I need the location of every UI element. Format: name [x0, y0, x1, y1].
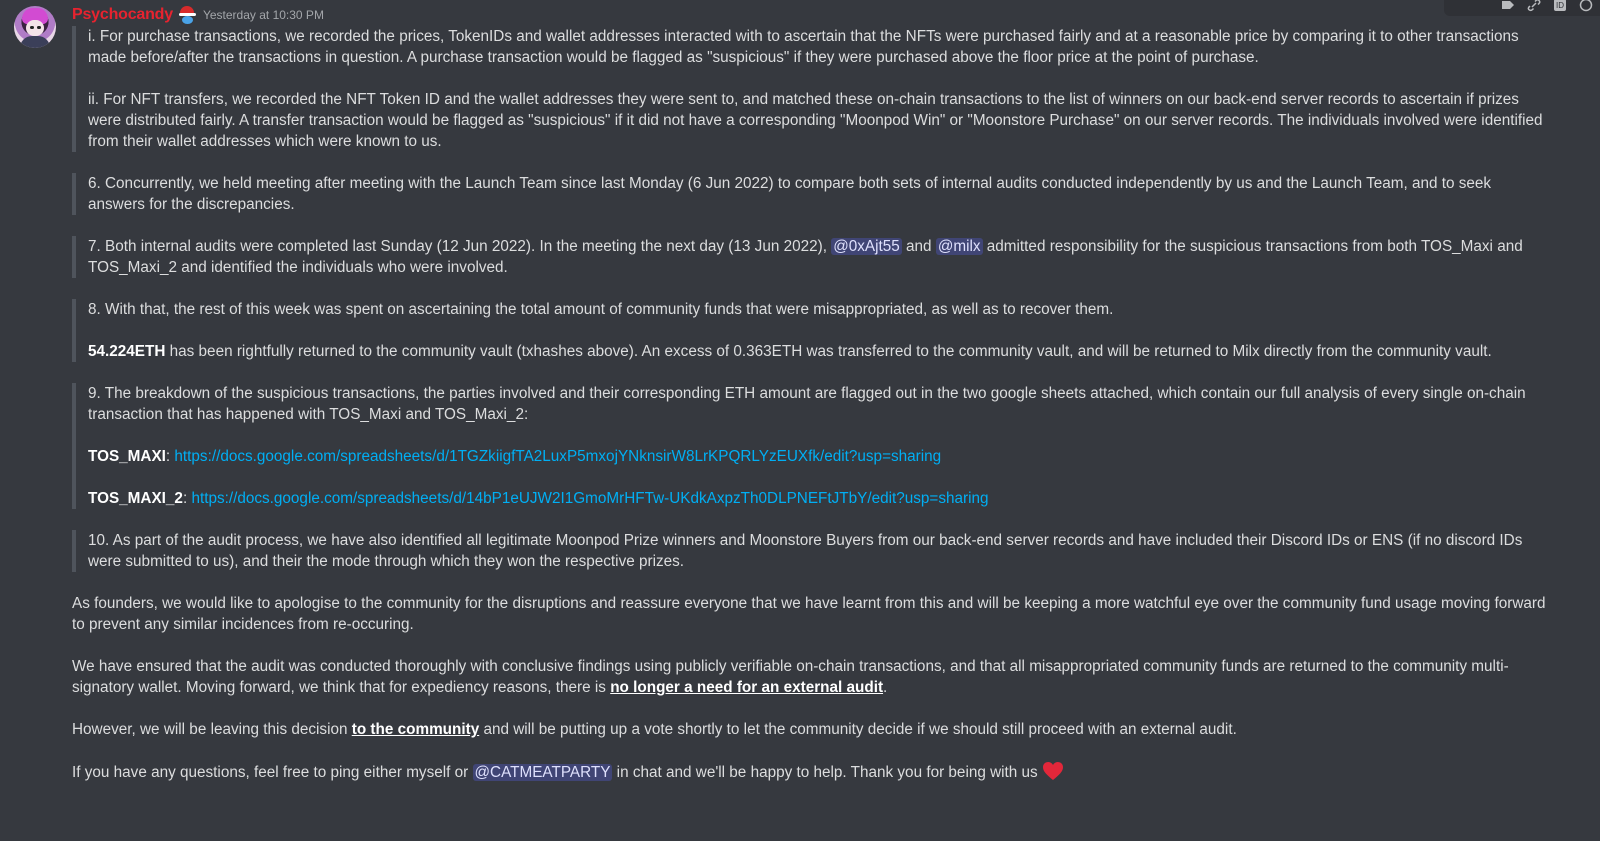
paragraph: 6. Concurrently, we held meeting after meeting with the Launch Team since last Monday (6 Jun 2022) to compare both sets of internal audits conducted independently by us and the Launch Team, and to seek answers for the discrepancies. [88, 175, 1492, 213]
text: : [182, 490, 192, 507]
user-mention[interactable]: @0xAjt55 [833, 238, 900, 255]
text: However, we will be leaving this decision [72, 721, 352, 738]
paragraph: ii. For NFT transfers, we recorded the NFT Token ID and the wallet addresses they were sent to, and matched these on-chain transactions to the list of winners on our back-end server records to ascertain if prizes were distributed fairly. A transfer transaction would be flagged as "suspicious" if it did not have a corresponding "Moonpod Win" or "Moonstore Purchase" on our server records. The individuals involved were identified from their wallet addresses which were known to us. [88, 91, 1543, 150]
role-icon[interactable] [179, 6, 197, 24]
bold-amount: 54.224ETH [88, 343, 166, 360]
message-header [72, 5, 324, 25]
svg-text:ID: ID [1556, 1, 1564, 10]
link-icon[interactable] [1526, 0, 1542, 12]
text: and will be putting up a vote shortly to let the community decide if we should still proceed with an external audit. [479, 721, 1237, 738]
paragraph: As founders, we would like to apologise to the community for the disruptions and reassure everyone that we have learnt from this and will be keeping a more watchful eye over the community fund usage moving forward to prevent any similar incidences from re-occuring. [72, 595, 1546, 633]
text: . [883, 679, 888, 696]
reaction-icon[interactable] [1500, 0, 1516, 12]
text: admitted responsibility for the suspicious transactions from both TOS_Maxi and TOS_Maxi_2 and identified the individuals who were involved. [88, 238, 1523, 276]
paragraph: 9. The breakdown of the suspicious transactions, the parties involved and their corresponding ETH amount are flagged out in the two google sheets attached, which contain our full analysis of every single on-chain transaction that has happened with TOS_Maxi and TOS_Maxi_2: [88, 385, 1526, 423]
timestamp[interactable]: Yesterday at 10:30 PM [202, 8, 324, 22]
paragraph [88, 488, 1552, 509]
sheet-link[interactable]: https://docs.google.com/spreadsheets/d/1TGZkiigfTA2LuxP5mxojYNknsirW8LrKPQRLYzEUXfk/edit?usp=sharing [174, 448, 942, 465]
paragraph [72, 719, 1552, 740]
username[interactable]: Psychocandy [72, 6, 173, 23]
paragraph [88, 446, 1552, 467]
bold-underline-text: to the community [351, 721, 480, 738]
paragraph: 8. With that, the rest of this week was spent on ascertaining the total amount of community funds that were misappropriated, as well as to recover them. [88, 301, 1114, 318]
text: has been rightfully returned to the community vault (txhashes above). An excess of 0.363ETH was transferred to the community vault, and will be returned to Milx directly from the community vault. [165, 343, 1492, 360]
text: and [901, 238, 936, 255]
user-mention[interactable]: @milx [937, 238, 981, 255]
user-mention[interactable]: @CATMEATPARTY [474, 764, 611, 781]
message-content [72, 26, 1552, 804]
avatar-face [26, 20, 44, 36]
paragraph: 10. As part of the audit process, we have also identified all legitimate Moonpod Prize winners and Moonstore Buyers from our back-end server records and have included their Discord IDs or ENS (if no discord IDs were submitted to us), and their the mode through which they won the respective prizes. [88, 532, 1523, 570]
sheet-link[interactable]: https://docs.google.com/spreadsheets/d/14bP1eUJW2I1GmoMrHFTw-UKdkAxpzTh0DLPNEFtJTbY/edit?usp=sharing [191, 490, 989, 507]
role-icon-ball [182, 16, 193, 24]
blockquote [72, 236, 1552, 278]
more-icon[interactable] [1578, 0, 1594, 12]
text: If you have any questions, feel free to ping either myself or [72, 764, 473, 781]
paragraph: i. For purchase transactions, we recorded the prices, TokenIDs and wallet addresses interacted with to ascertain that the NFTs were purchased fairly and at a reasonable price by comparing it to other transactions made before/after the transactions in question. A purchase transaction would be flagged as "suspicious" if they were purchased above the floor price at the point of purchase. [88, 28, 1519, 66]
closing-text [72, 593, 1552, 783]
paragraph [72, 656, 1552, 698]
text: 7. Both internal audits were completed last Sunday (12 Jun 2022). In the meeting the next day (13 Jun 2022), [88, 238, 832, 255]
blockquote [72, 299, 1552, 362]
paragraph [88, 236, 1552, 278]
sheet-label: TOS_MAXI_2 [88, 490, 183, 507]
heart-icon[interactable] [1042, 761, 1064, 781]
text: : [165, 448, 175, 465]
bold-underline-text: no longer a need for an external audit [610, 679, 884, 696]
paragraph [72, 761, 1552, 783]
blockquote [72, 26, 1552, 152]
message-toolbar [1444, 0, 1600, 16]
avatar-eye [30, 26, 34, 29]
blockquote [72, 383, 1552, 509]
blockquote [72, 530, 1552, 572]
avatar-body [20, 36, 50, 48]
avatar[interactable] [14, 6, 56, 48]
text: in chat and we'll be happy to help. Thank you for being with us [612, 764, 1038, 781]
sheet-label: TOS_MAXI [88, 448, 166, 465]
apps-icon[interactable] [1552, 0, 1568, 12]
blockquote [72, 173, 1552, 215]
avatar-eye [37, 26, 41, 29]
paragraph [88, 341, 1552, 362]
text: We have ensured that the audit was conducted thoroughly with conclusive findings using publicly verifiable on-chain transactions, and that all misappropriated community funds are returned to the community multi-signatory wallet. Moving forward, we think that for expediency reasons, there is [72, 658, 1509, 696]
